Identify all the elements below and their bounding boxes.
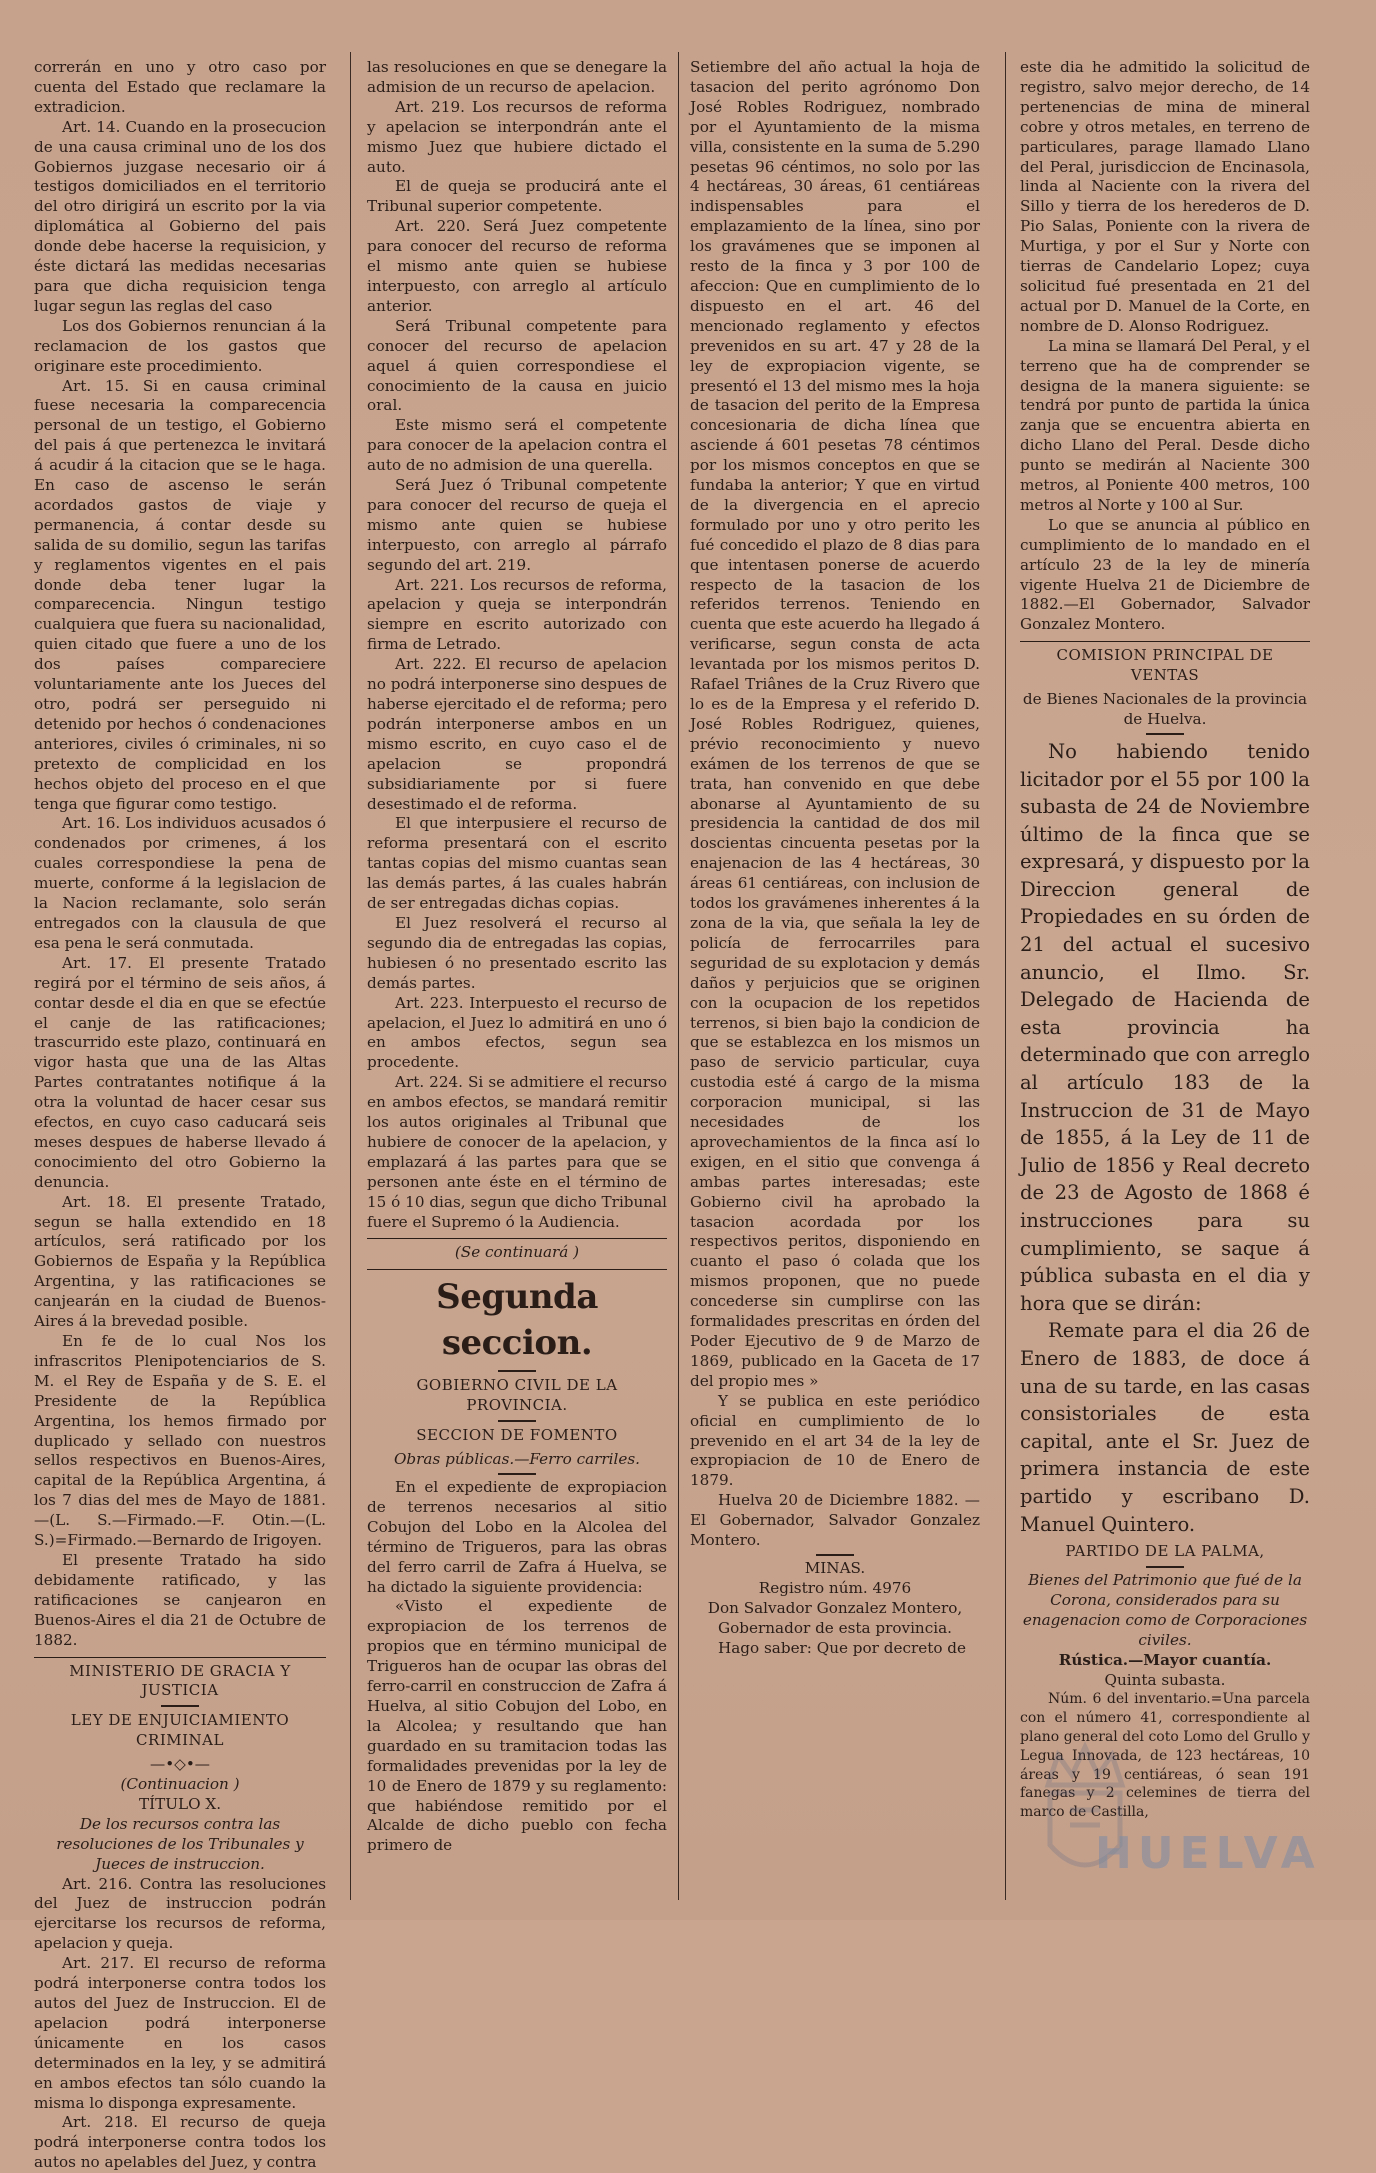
registry-number: Registro núm. 4976	[758, 1578, 912, 1597]
government-heading: GOBIERNO CIVIL DE LA PROVINCIA.	[416, 1376, 618, 1415]
ministry-heading: MINISTERIO DE GRACIA Y JUSTICIA	[69, 1661, 291, 1700]
mines-heading: MINAS.	[804, 1558, 866, 1577]
commission-heading: COMISION PRINCIPAL DE VENTAS	[1056, 646, 1274, 685]
divider-dash	[498, 1473, 536, 1475]
paragraph: El que interpusiere el recurso de reforma presentará con el escrito tantas copias del mismo cuantas sean las demás partes, á las cuales habrán de ser entregadas dichas copias.	[367, 814, 667, 913]
column-4	[1020, 58, 1310, 1890]
article-18: Art. 18. El presente Tratado, segun se halla extendido en 18 artículos, será ratificado por los Gobiernos de España y la República Argentina, y las ratificaciones se canjearán en la ciudad de Buenos-Aires á la brevedad posible.	[34, 1192, 326, 1331]
divider-dash	[816, 1554, 854, 1556]
paragraph: La mina se llamará Del Peral, y el terreno que ha de comprender se designa de la manera siguiente: se tendrá por punto de partida la única zanja que se encuentra abierta en dicho Llano del Peral. Desde dicho punto se medirán al Naciente 300 metros, al Poniente 400 metros, 100 metros al Norte y 100 al Sur.	[1020, 336, 1310, 514]
signature-paragraph: En fe de lo cual Nos los infrascritos Plenipotenciarios de S. M. el Rey de España y de S. E. el Presidente de la República Argentina, los hemos firmado por duplicado y sellado con nuestros sellos respectivos en Buenos-Aires, capital de la República Argentina, á los 7 dias del mes de Mayo de 1881.—(L. S.—Firmado.—F. Otin.—(L. S.)=Firmado.—Bernardo de Irigoyen.	[34, 1332, 326, 1550]
continuation-label: (Continuacion )	[120, 1775, 240, 1794]
auction-paragraph: Remate para el dia 26 de Enero de 1883, de doce á una de su tarde, en las casas consistoriales de esta capital, ante el Sr. Juez de primera instancia de este partido y escribano D. Manuel Quintero.	[1020, 1319, 1310, 1536]
divider-dash	[498, 1370, 536, 1372]
article-223: Art. 223. Interpuesto el recurso de apelacion, el Juez lo admitirá en uno ó en ambos efectos, segun sea procedente.	[367, 993, 667, 1072]
paragraph: Huelva 20 de Diciembre 1882. —El Gobernador, Salvador Gonzalez Montero.	[690, 1491, 980, 1550]
ornament: —•◇•—	[150, 1755, 210, 1774]
divider-dash	[161, 1705, 199, 1707]
column-3	[690, 58, 980, 1890]
divider-dash	[1146, 733, 1184, 735]
article-217: Art. 217. El recurso de reforma podrá interponerse contra todos los autos del Juez de Instruccion. El de apelacion podrá interponerse únicamente en los casos determinados en la ley, y se admitirá en ambos efectos tan sólo cuando la misma lo disponga expresamente.	[34, 1954, 326, 2112]
article-218: Art. 218. El recurso de queja podrá interponerse contra todos los autos no apelables del Juez, y contra	[34, 2113, 326, 2172]
section-rule	[367, 1238, 667, 1239]
paragraph: este dia he admitido la solicitud de registro, salvo mejor derecho, de 14 pertenencias de mina de mineral cobre y otros metales, en terreno de particulares, parage llamado Llano del Peral, jurisdiccion de Encinasola, linda al Naciente con la rivera del Sillo y tierra de los herederos de D. Pio Salas, Poniente con la rivera de Murtiga, y por el Sur y Norte con tierras de Candelario Lopez; cuya solicitud fué presentada en 21 del actual por D. Manuel de la Corte, en nombre de D. Alonso Rodriguez.	[1020, 58, 1310, 335]
watermark-label: HUELVA	[1095, 1828, 1321, 1879]
paragraph: correrán en uno y otro caso por cuenta del Estado que reclamare la extradicion.	[34, 58, 326, 116]
paragraph: Será Juez ó Tribunal competente para conocer del recurso de queja el mismo ante quien se hubiese interpuesto, con arreglo al párrafo segundo del art. 219.	[367, 476, 667, 574]
commission-subheading: de Bienes Nacionales de la provincia de Huelva.	[1022, 690, 1308, 728]
article-222: Art. 222. El recurso de apelacion no podrá interponerse sino despues de haberse ejercitado el de reforma; pero podrán interponerse ambos en un mismo escrito, en cuyo caso el de apelacion se propondrá subsidiariamente por si fuere desestimado el de reforma.	[367, 655, 667, 813]
paragraph: Y se publica en este periódico oficial en cumplimiento de lo prevenido en el art 34 de la ley de expropiacion de 10 de Enero de 1879.	[690, 1391, 980, 1490]
article-220: Art. 220. Será Juez competente para conocer del recurso de reforma el mismo ante quien se hubiese interpuesto, con arreglo al artículo anterior.	[367, 217, 667, 315]
title-subheading: De los recursos contra las resoluciones de los Tribunales y Jueces de instruccion.	[56, 1814, 304, 1873]
public-works-heading: Obras públicas.—Ferro carriles.	[393, 1450, 640, 1469]
article-14: Art. 14. Cuando en la prosecucion de una causa criminal uno de los dos Gobiernos juzgase necesario oir á testigos domiciliados en el territorio del otro dirigirá un escrito por la via diplomática al Gobierno del pais donde debe hacerse la requisicion, y éste dictará las medidas necesarias para que dicha requisicion tenga lugar segun las reglas del caso	[34, 117, 326, 315]
district-heading: PARTIDO DE LA PALMA,	[1065, 1542, 1265, 1561]
paragraph: Este mismo será el competente para conocer de la apelacion contra el auto de no admision de una querella.	[367, 416, 667, 475]
column-divider	[1005, 52, 1006, 1900]
article-15: Art. 15. Si en causa criminal fuese necesaria la comparecencia personal de un testigo, el Gobierno del pais á que pertenezca le invitará á acudir á la citacion que se le haga. En caso de ascenso le serán acordados gastos de viaje y permanencia, á contar desde su salida de su domilio, segun las tarifas y reglamentos vigentes en el pais donde deba tener lugar la comparecencia. Ningun testigo cualquiera que fuera su nacionalidad, quien citado que fuere a uno de los dos países compareciere voluntariamente ante los Jueces del otro, podrá ser perseguido ni detenido por hechos ó condenaciones anteriores, civiles ó criminales, ni so pretexto de complicidad en los hechos objeto del proceso en el que tenga que figurar como testigo.	[34, 376, 326, 813]
article-221: Art. 221. Los recursos de reforma, apelacion y queja se interpondrán siempre en escrito autorizado con firma de Letrado.	[367, 575, 667, 654]
divider-dash	[498, 1420, 536, 1422]
section-rule	[367, 1269, 667, 1270]
paragraph: «Visto el expediente de expropiacion de los terrenos de propios que en término municipal de Trigueros han de ocupar las obras del ferro-carril en construccion de Zafra á Huelva, al sitio Cobujon del Lobo, en la Alcolea; y resultando que han guardado en su tramitacion todas las formalidades prevenidas por la ley de 10 de Enero de 1879 y su reglamento: que habiéndose remitido por el Alcalde de dicho pueblo con fecha primero de	[367, 1597, 667, 1855]
paragraph: Lo que se anuncia al público en cumplimiento de lo mandado en el artículo 23 de la ley de minería vigente Huelva 21 de Diciembre de 1882.—El Gobernador, Salvador Gonzalez Montero.	[1020, 515, 1310, 634]
title-heading: TÍTULO X.	[138, 1794, 222, 1813]
auction-paragraph: No habiendo tenido licitador por el 55 por 100 la subasta de 24 de Noviembre último de la finca que se expresará, y dispuesto por la Direccion general de Propiedades en su órden de 21 del actual el sucesivo anuncio, el Ilmo. Sr. Delegado de Hacienda de esta provincia ha determinado que con arreglo al artículo 183 de la Instruccion de 31 de Mayo de 1855, á la Ley de 11 de Julio de 1856 y Real decreto de 23 de Agosto de 1868 é instrucciones para su cumplimiento, se saque á pública subasta en el dia y hora que se dirán:	[1020, 739, 1310, 1315]
category-heading: Rústica.—Mayor cuantía.	[1058, 1650, 1272, 1669]
column-divider	[678, 52, 679, 1900]
article-219: Art. 219. Los recursos de reforma y apelacion se interpondrán ante el mismo Juez que hubiere dictado el auto.	[367, 97, 667, 176]
paragraph: las resoluciones en que se denegare la admision de un recurso de apelacion.	[367, 58, 667, 96]
patrimony-heading: Bienes del Patrimonio que fué de la Corona, considerados para su enagenacion como de Corporaciones civiles.	[1022, 1571, 1308, 1649]
paragraph: Hago saber: Que por decreto de	[718, 1638, 967, 1657]
ratification-paragraph: El presente Tratado ha sido debidamente ratificado, y las ratificaciones se canjearon en Buenos-Aires el dia 21 de Octubre de 1882.	[34, 1550, 326, 1649]
column-1	[34, 58, 326, 2172]
governor-line: Don Salvador Gonzalez Montero, Gobernador de esta provincia.	[707, 1598, 963, 1637]
section-rule	[1020, 641, 1310, 642]
paragraph: El de queja se producirá ante el Tribunal superior competente.	[367, 177, 667, 216]
section-title: Segunda seccion.	[436, 1277, 598, 1364]
section-rule	[34, 1657, 326, 1658]
paragraph: En el expediente de expropiacion de terrenos necesarios al sitio Cobujon del Lobo en la Alcolea del término de Trigueros, para las obras del ferro carril de Zafra á Huelva, se ha dictado la siguiente providencia:	[367, 1478, 667, 1596]
inventory-entry: Núm. 6 del inventario.=Una parcela con el número 41, correspondiente al plano general del coto Lomo del Grullo y Legua Innovada, de 123 hectáreas, 10 áreas y 19 centiáreas, ó sean 191 fanegas y 2 celemines de tierra del marco de Castilla,	[1020, 1691, 1310, 1821]
paragraph: Los dos Gobiernos renuncian á la reclamacion de los gastos que originare este procedimiento.	[34, 316, 326, 375]
article-224: Art. 224. Si se admitiere el recurso en ambos efectos, se mandará remitir los autos originales al Tribunal que hubiere de conocer de la apelacion, y emplazará á las partes para que se personen ante éste en el término de 15 ó 10 dias, segun que dicho Tribunal fuere el Supremo ó la Audiencia.	[367, 1073, 667, 1231]
column-divider	[350, 52, 351, 1900]
paragraph: El Juez resolverá el recurso al segundo dia de entregadas las copias, hubiesen ó no presentado escrito las demás partes.	[367, 913, 667, 992]
article-216: Art. 216. Contra las resoluciones del Juez de instruccion podrán ejercitarse los recursos de reforma, apelacion y queja.	[34, 1874, 326, 1953]
law-heading: LEY DE ENJUICIAMIENTO CRIMINAL	[70, 1711, 290, 1750]
to-be-continued: (Se continuará )	[454, 1243, 580, 1262]
article-16: Art. 16. Los individuos acusados ó condenados por crimenes, á los cuales correspondiese la pena de muerte, conforme á la legislacion de la Nacion reclamante, solo serán entregados con la clausula de que esa pena le será conmutada.	[34, 814, 326, 952]
article-17: Art. 17. El presente Tratado regirá por el término de seis años, á contar desde el dia en que se efectúe el canje de las ratificaciones; trascurrido este plazo, continuará en vigor hasta que una de las Altas Partes contratantes notifique á la otra la voluntad de hacer cesar sus efectos, en cuyo caso caducará seis meses despues de haberse llevado á conocimiento del otro Gobierno la denuncia.	[34, 953, 326, 1191]
divider-dash	[1146, 1566, 1184, 1568]
fomento-heading: SECCION DE FOMENTO	[416, 1426, 618, 1445]
paragraph: Setiembre del año actual la hoja de tasacion del perito agrónomo Don José Robles Rodriguez, nombrado por el Ayuntamiento de la misma villa, consistente en la suma de 5.290 pesetas 96 céntimos, no solo por las 4 hectáreas, 30 áreas, 61 centiáreas indispensables para el emplazamiento de la línea, sino por los gravámenes que se imponen al resto de la finca y 3 por 100 de afeccion: Que en cumplimiento de lo dispuesto en el art. 46 del mencionado reglamento y efectos prevenidos en su art. 47 y 28 de la ley de expropiacion vigente, se presentó el 13 del mismo mes la hoja de tasacion del perito de la Empresa concesionaria de dicha línea que asciende á 601 pesetas 78 céntimos por los mismos conceptos en que se fundaba la anterior; Y que en virtud de la divergencia en el aprecio formulado por uno y otro perito les fué concedido el plazo de 8 dias para que intentasen ponerse de acuerdo respecto de la tasacion de los referidos terrenos. Teniendo en cuenta que este acuerdo ha llegado á verificarse, segun consta de acta levantada por los mismos peritos D. Rafael Triânes de la Cruz Rivero que lo es de la Empresa y el referido D. José Robles Rodriguez, quienes, prévio reconocimiento y nuevo exámen de los terrenos de que se trata, han convenido en que debe abonarse al Ayuntamiento de su presidencia la cantidad de dos mil doscientas cincuenta pesetas por la enajenacion de las 4 hectáreas, 30 áreas 61 centiáreas, con inclusion de todos los gravámenes inherentes á la zona de la via, que señala la ley de policía de ferrocarriles para seguridad de su explotacion y demás daños y perjuicios que se originen con la ocupacion de los repetidos terrenos, si bien bajo la condicion de que se establezca en los mismos un paso de servicio particular, cuya custodia esté á cargo de la misma corporacion municipal, si las necesidades de los aprovechamientos de la finca así lo exigen, en el sitio que convenga á ambas partes interesadas; este Gobierno civil ha aprobado la tasacion acordada por los respectivos peritos, disponiendo en cuanto el paso ó colada que los mismos proponen, que no puede concederse sin cumplirse con las formalidades prescritas en órden del Poder Ejecutivo de 9 de Marzo de 1869, publicado en la Gaceta de 17 del propio mes »	[690, 58, 980, 1390]
auction-round: Quinta subasta.	[1104, 1670, 1226, 1689]
paragraph: Será Tribunal competente para conocer del recurso de apelacion aquel á quien correspondiese el conocimiento de la causa en juicio oral.	[367, 316, 667, 415]
column-2	[367, 58, 667, 1890]
